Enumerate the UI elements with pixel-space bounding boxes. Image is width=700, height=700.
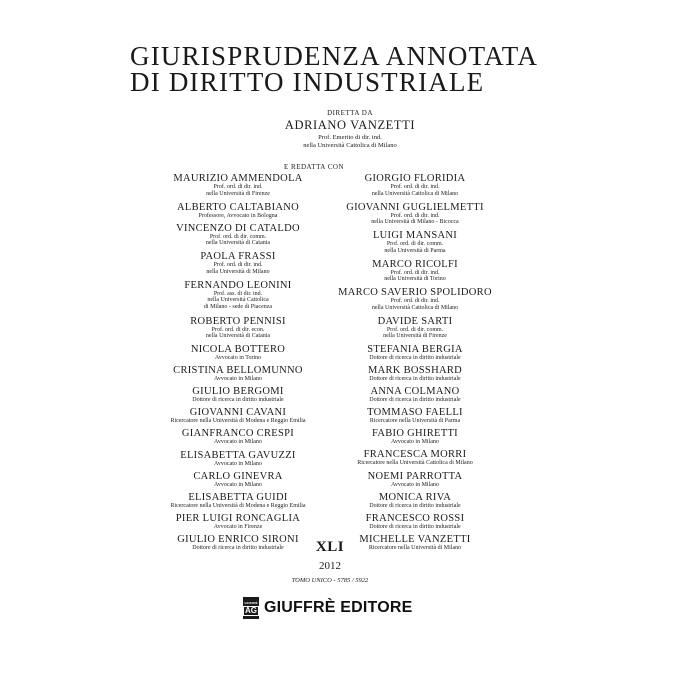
- editor-name: PIER LUIGI RONCAGLIA: [175, 512, 301, 524]
- editor-role: Prof. ord. di dir. econ.: [211, 326, 265, 333]
- editor-entry: [305, 365, 525, 386]
- editor-name: FERNANDO LEONINI: [184, 279, 292, 291]
- editor-role: nella Università di Firenze: [206, 190, 270, 197]
- editor-name: MONICA RIVA: [378, 491, 452, 503]
- editor-role: Prof. ord. di dir. ind.: [213, 184, 263, 190]
- editor-role: Dottore di ricerca in diritto industriale: [192, 544, 284, 551]
- editor-role: nella Università di Milano: [206, 268, 270, 275]
- editor-name: MARCO RICOLFI: [372, 258, 458, 270]
- editor-role: Avvocato in Milano: [214, 439, 262, 446]
- editor-role: nella Università di Milano - Bicocca: [371, 219, 459, 226]
- publisher-logo-mark: AG: [245, 605, 257, 615]
- volume-number: XLI: [315, 539, 345, 555]
- editor-role: Prof. ord. di dir. ind.: [390, 298, 440, 304]
- director-role-line-2: nella Università Cattolica di Milano: [303, 142, 397, 149]
- editor-name: LUIGI MANSANI: [372, 230, 458, 241]
- editor-name: NOEMI PARROTTA: [367, 470, 463, 482]
- editor-role: Prof. ord. di dir. comm.: [386, 326, 444, 333]
- editor-role: Ricercatore nella Università di Milano: [368, 544, 462, 551]
- editor-entry: [305, 386, 525, 407]
- journal-title-line-2: DI DIRITTO INDUSTRIALE: [130, 67, 485, 97]
- editor-role: Dottore di ricerca in diritto industriale: [369, 523, 461, 530]
- editor-entry: [305, 344, 525, 365]
- editor-entry: [305, 449, 525, 470]
- editor-name: GIULIO ENRICO SIRONI: [177, 533, 299, 545]
- editor-entry: [305, 513, 525, 534]
- editor-entry: [305, 202, 525, 231]
- editor-name: GIULIO BERGOMI: [192, 386, 284, 398]
- editor-entry: [305, 492, 525, 513]
- editor-entry: [305, 287, 525, 316]
- editor-name: GIOVANNI CAVANI: [189, 407, 287, 419]
- editor-name: ELISABETTA GAVUZZI: [180, 449, 296, 461]
- editor-role: Prof. ord. di dir. comm.: [209, 233, 267, 240]
- publisher-logo-top: GIUFFRÈ: [244, 600, 258, 605]
- editor-entry: [305, 407, 525, 428]
- editor-role: Dottore di ricerca in diritto industriale: [369, 355, 461, 361]
- editor-name: MARK BOSSHARD: [367, 365, 463, 377]
- editor-role: nella Università Cattolica: [207, 297, 269, 304]
- editor-role: Ricercatore nella Università di Modena e Reggio Emilia: [170, 502, 306, 509]
- editor-name: TOMMASO FAELLI: [367, 407, 463, 419]
- editor-role: Avvocato in Milano: [391, 439, 439, 446]
- editor-role: nella Università di Firenze: [383, 333, 447, 340]
- volume-year: 2012: [319, 560, 341, 572]
- editor-entry: [305, 316, 525, 345]
- editor-entry: [305, 428, 525, 449]
- editor-entry: [305, 259, 525, 288]
- editor-role: Avvocato in Firenze: [213, 523, 263, 530]
- director-role: [220, 134, 480, 150]
- editor-name: VINCENZO DI CATALDO: [176, 222, 300, 234]
- editor-role: Prof. ord. di dir. ind.: [390, 212, 440, 219]
- editor-name: CARLO GINEVRA: [193, 470, 283, 482]
- directed-by-label: DIRETTA DA: [327, 109, 373, 117]
- publisher-name: GIUFFRÈ EDITORE: [264, 599, 413, 616]
- journal-title-line-1: GIURISPRUDENZA ANNOTATA: [130, 41, 539, 71]
- editor-role: Ricercatore nella Università di Modena e Reggio Emilia: [170, 418, 306, 425]
- editor-role: Prof. ord. di dir. comm.: [386, 241, 444, 247]
- editor-entry: [305, 230, 525, 259]
- editor-name: ALBERTO CALTABIANO: [176, 201, 300, 213]
- editor-role: Prof. ord. di dir. ind.: [213, 262, 263, 269]
- editor-name: CRISTINA BELLOMUNNO: [173, 365, 303, 377]
- editor-role: Prof. ord. di dir. ind.: [390, 269, 440, 276]
- editor-role: nella Università Cattolica di Milano: [371, 190, 459, 197]
- edited-with-label: E REDATTA CON: [284, 163, 344, 171]
- editor-name: ROBERTO PENNISI: [190, 315, 286, 327]
- editor-role: Avvocato in Milano: [391, 481, 439, 488]
- publisher: [243, 596, 413, 620]
- editor-name: MARCO SAVERIO SPOLIDORO: [338, 287, 492, 298]
- editor-name: PAOLA FRASSI: [200, 251, 276, 263]
- editor-role: nella Università di Parma: [384, 247, 446, 254]
- editor-role: Ricercatore nella Università di Parma: [369, 418, 461, 425]
- editor-name: GIANFRANCO CRESPI: [181, 428, 295, 440]
- editor-name: ELISABETTA GUIDI: [188, 491, 288, 503]
- editor-role: Dottore di ricerca in diritto industriale: [369, 376, 461, 383]
- director-name: ADRIANO VANZETTI: [284, 118, 416, 132]
- editor-role: Professore, Avvocato in Bologna: [198, 212, 278, 219]
- editor-role: Avvocato in Milano: [214, 376, 262, 383]
- editor-name: MAURIZIO AMMENDOLA: [173, 173, 303, 184]
- editor-role: Dottore di ricerca in diritto industriale: [369, 502, 461, 509]
- editor-name: FABIO GHIRETTI: [372, 428, 458, 440]
- editor-role: Avvocato in Milano: [214, 481, 262, 488]
- editor-name: NICOLA BOTTERO: [190, 344, 286, 356]
- editor-name: STEFANIA BERGIA: [367, 344, 463, 355]
- editor-name: MICHELLE VANZETTI: [359, 533, 471, 545]
- editor-name: ANNA COLMANO: [370, 386, 460, 398]
- editors-right-column: [305, 173, 525, 555]
- editor-role: Dottore di ricerca in diritto industriale: [192, 397, 284, 404]
- editor-name: GIORGIO FLORIDIA: [364, 173, 466, 184]
- editor-role: Ricercatore nella Università Cattolica di Milano: [357, 460, 473, 467]
- editor-role: nella Università di Torino: [384, 276, 446, 283]
- publisher-logo-icon: [243, 597, 259, 619]
- editor-role: nella Università Cattolica di Milano: [371, 304, 459, 311]
- editor-role: nella Università di Catania: [205, 240, 271, 247]
- editor-role: Avvocato in Torino: [214, 355, 262, 362]
- editor-role: Avvocato in Milano: [214, 460, 262, 467]
- editor-role: nella Università di Catania: [205, 333, 271, 340]
- editor-role: Prof. ass. di dir. ind.: [213, 290, 263, 297]
- editor-role: Dottore di ricerca in diritto industriale: [369, 397, 461, 404]
- editor-name: DAVIDE SARTI: [377, 315, 453, 327]
- director-role-line-1: Prof. Emerito di dir. ind.: [318, 134, 382, 141]
- editor-name: FRANCESCO ROSSI: [365, 512, 465, 524]
- editor-role: Prof. ord. di dir. ind.: [390, 184, 440, 190]
- editor-name: FRANCESCA MORRI: [363, 449, 467, 461]
- editor-name: GIOVANNI GUGLIELMETTI: [346, 201, 484, 213]
- tomo-pages: TOMO UNICO - 5785 / 5922: [291, 577, 369, 584]
- editor-role: di Milano - sede di Piacenza: [203, 303, 273, 310]
- editor-entry: [305, 471, 525, 492]
- editor-entry: [305, 173, 525, 202]
